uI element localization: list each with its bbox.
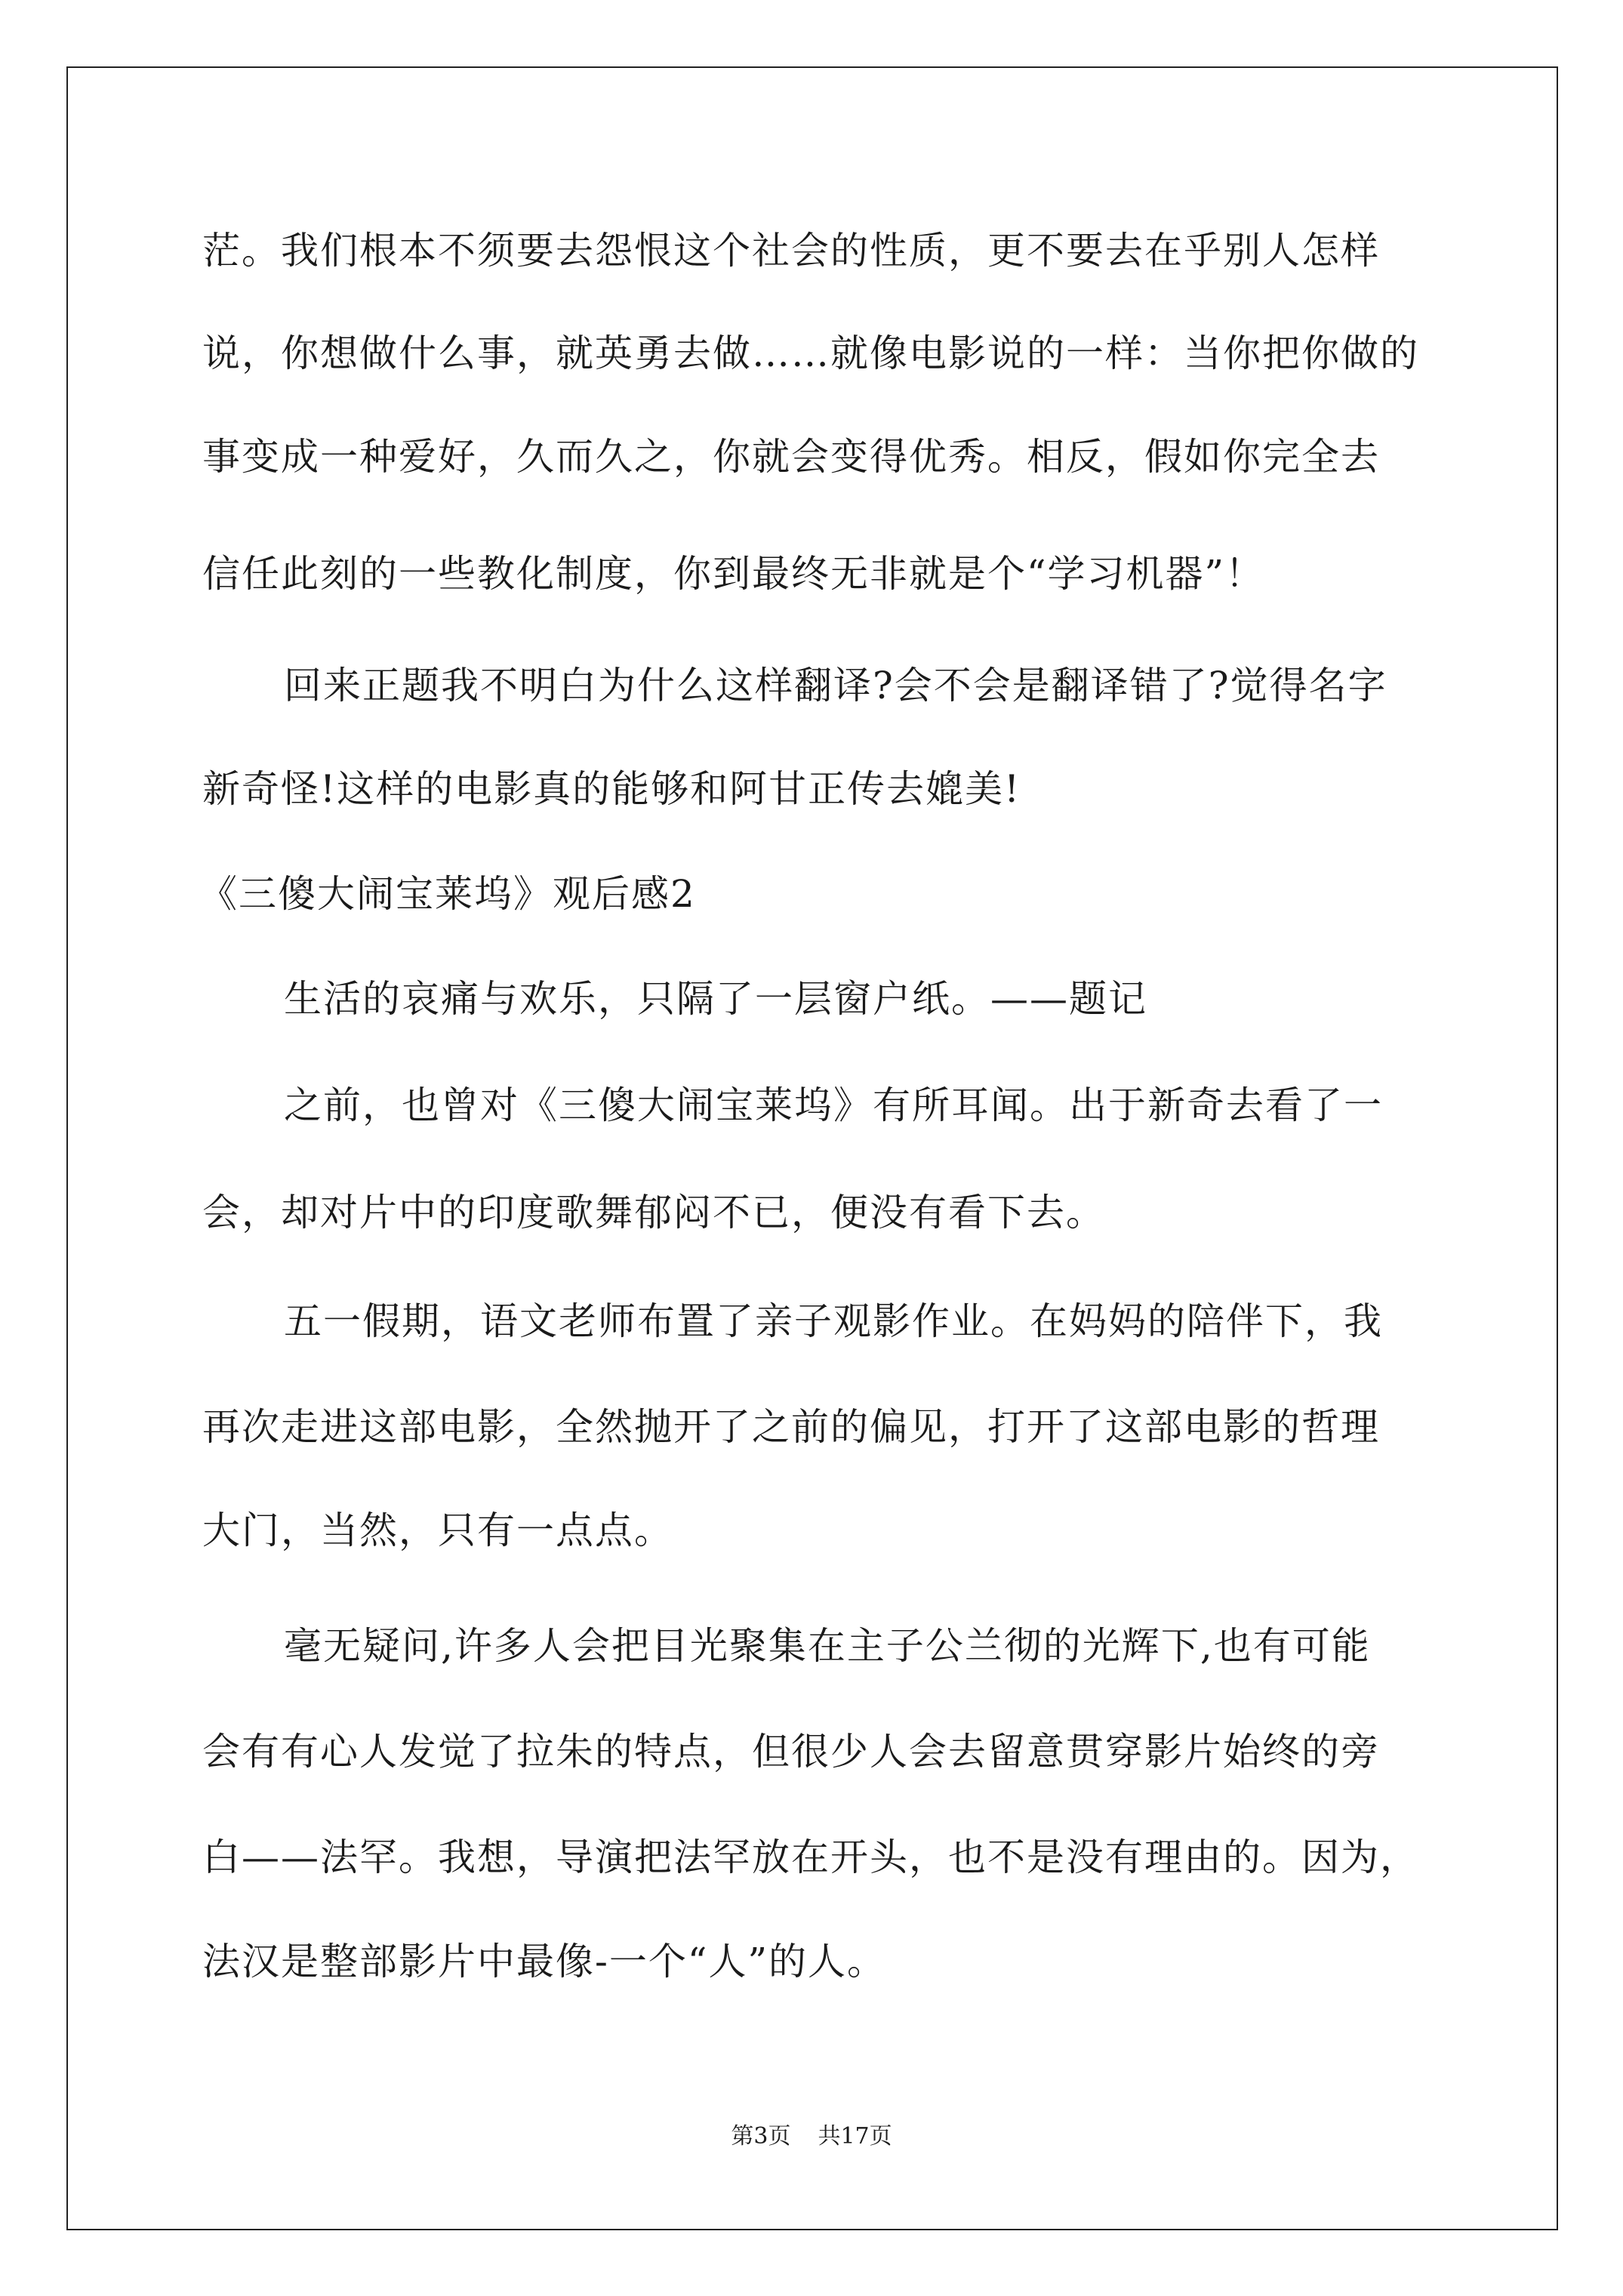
page-border <box>66 66 1558 2230</box>
paragraph-line: 再次走进这部电影，全然抛开了之前的偏见，打开了这部电影的哲理 <box>202 1405 1380 1449</box>
paragraph-line: 信任此刻的一些教化制度，你到最终无非就是个“学习机器”！ <box>202 552 1265 596</box>
paragraph-line: 说，你想做什么事，就英勇去做……就像电影说的一样：当你把你做的 <box>202 331 1419 375</box>
page-total: 共17页 <box>818 2123 892 2150</box>
paragraph-line: 之前，也曾对《三傻大闹宝莱坞》有所耳闻。出于新奇去看了一 <box>284 1083 1383 1127</box>
paragraph-line: 回来正题我不明白为什么这样翻译?会不会是翻译错了?觉得名字 <box>284 664 1387 707</box>
paragraph-line: 毫无疑问,许多人会把目光聚集在主子公兰彻的光辉下,也有可能 <box>284 1624 1371 1668</box>
paragraph-line: 会有有心人发觉了拉朱的特点，但很少人会去留意贯穿影片始终的旁 <box>202 1730 1380 1774</box>
paragraph-line: 茫。我们根本不须要去怨恨这个社会的性质，更不要去在乎别人怎样 <box>202 229 1380 273</box>
paragraph-line: 新奇怪!这样的电影真的能够和阿甘正传去媲美! <box>202 767 1021 811</box>
paragraph-line: 大门，当然，只有一点点。 <box>202 1509 673 1552</box>
paragraph-line: 事变成一种爱好，久而久之，你就会变得优秀。相反，假如你完全去 <box>202 435 1380 479</box>
paragraph-line: 会，却对片中的印度歌舞郁闷不已，便没有看下去。 <box>202 1191 1105 1234</box>
paragraph-line: 法汉是整部影片中最像-一个“人”的人。 <box>202 1940 887 1983</box>
paragraph-line: 白——法罕。我想，导演把法罕放在开头，也不是没有理由的。因为， <box>202 1835 1419 1879</box>
paragraph-line: 生活的哀痛与欢乐，只隔了一层窗户纸。——题记 <box>284 977 1147 1021</box>
page-footer <box>0 2123 1623 2150</box>
section-heading: 《三傻大闹宝莱坞》观后感2 <box>199 872 696 916</box>
paragraph-line: 五一假期，语文老师布置了亲子观影作业。在妈妈的陪伴下，我 <box>284 1299 1383 1343</box>
page-number: 第3页 <box>731 2123 791 2150</box>
